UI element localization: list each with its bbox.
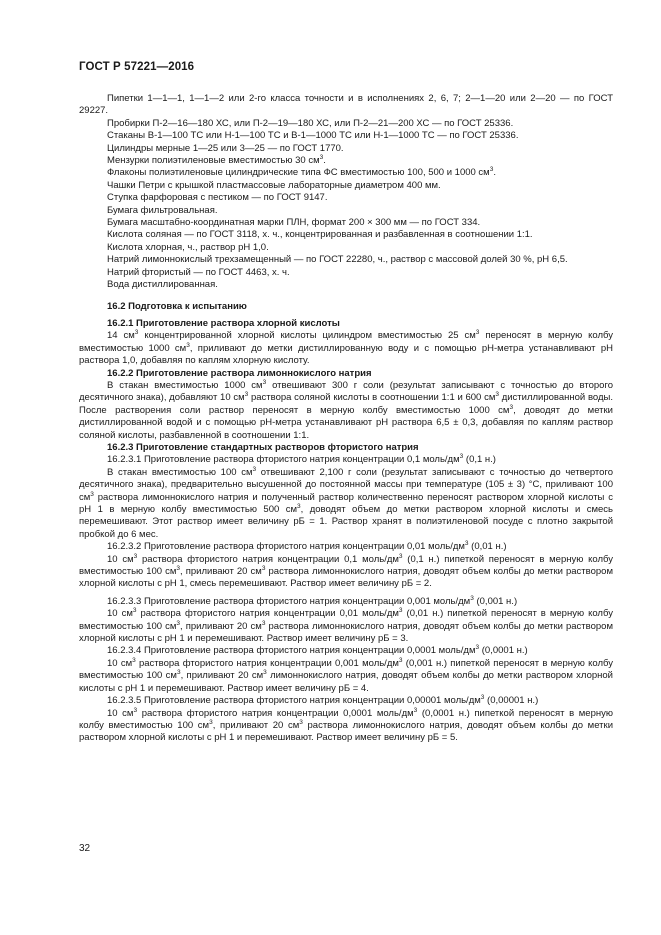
clause-heading: 16.2.3.1 Приготовление раствора фтористого натрия концентрации 0,1 моль/$дм^3$ (0,1 н.) <box>107 453 496 466</box>
equipment-list <box>79 93 613 292</box>
paragraph: 10 $см^3$ раствора фтористого натрия концентрации 0,001 моль/$дм^3$ (0,001 н.) пипеткой переносят в мерную колбу вместимостью 100 $см^3$, приливают 20 $см^3$ лимоннокислого натрия, доводят объем колбы до метки раствором хлорной кислоты с pH 1 и перемешивают. Раствор имеет величину pБ = 4. <box>79 656 613 694</box>
equipment-item: Ступка фарфоровая с пестиком — по ГОСТ 9147. <box>107 192 328 204</box>
equipment-item: Флаконы полиэтиленовые цилиндрические типа ФС вместимостью 100, 500 и 1000 $см^3$. <box>107 166 496 179</box>
paragraph: 10 $см^3$ раствора фтористого натрия концентрации 0,0001 моль/$дм^3$ (0,0001 н.) пипеткой переносят в мерную колбу вместимостью 100 $см^3$, приливают 20 $см^3$ раствора лимоннокислого натрия, доводят объем колбы до метки раствором хлорной кислоты с pH 1 и перемешивают. Раствор имеет величину pБ = 5. <box>79 706 613 744</box>
equipment-item: Цилиндры мерные 1—25 или 3—25 — по ГОСТ 1770. <box>107 142 344 154</box>
equipment-item: Мензурки полиэтиленовые вместимостью 30 $см^3$. <box>107 153 326 167</box>
equipment-item: Бумага масштабно-координатная марки ПЛН, формат 200 × 300 мм — по ГОСТ 334. <box>107 217 481 229</box>
equipment-item: Чашки Петри с крышкой пластмассовые лабораторные диаметром 400 мм. <box>107 179 441 191</box>
subsection-heading: 16.2.1 Приготовление раствора хлорной кислоты <box>107 317 340 329</box>
subsection-heading: 16.2.3 Приготовление стандартных растворов фтористого натрия <box>107 441 419 453</box>
subsection-heading: 16.2.2 Приготовление раствора лимоннокислого натрия <box>107 367 372 379</box>
paragraph: 14 $см^3$ концентрированной хлорной кислоты цилиндром вместимостью 25 $см^3$ переносят в мерную колбу вместимостью 1000 $см^3$, приливают до метки дистиллированную воду и с помощью pH-метра устанавливают pH раствора 1,0, добавляя по каплям хлорную кислоту. <box>79 329 613 367</box>
paragraph: 10 $см^3$ раствора фтористого натрия концентрации 0,1 моль/$дм^3$ (0,1 н.) пипеткой переносят в мерную колбу вместимостью 100 $см^3$, приливают 20 $см^3$ раствора лимоннокислого натрия, доводят объем колбы до метки раствором хлорной кислоты с pH 1, смесь перемешивают. Раствор имеет величину pБ = 2. <box>79 552 613 590</box>
document-body <box>79 93 613 745</box>
equipment-item: Кислота соляная — по ГОСТ 3118, х. ч., концентрированная и разбавленная в соотношении 1:1. <box>107 229 533 241</box>
equipment-item: Стаканы В-1—100 ТС или Н-1—100 ТС и В-1—1000 ТС или Н-1—1000 ТС — по ГОСТ 25336. <box>107 130 519 142</box>
clause-heading: 16.2.3.4 Приготовление раствора фтористого натрия концентрации 0,0001 моль/$дм^3$ (0,0001 н.) <box>107 644 528 657</box>
equipment-item: Натрий фтористый — по ГОСТ 4463, х. ч. <box>107 266 290 278</box>
page-number: 32 <box>79 843 91 854</box>
paragraph: В стакан вместимостью 1000 $см^3$ отвешивают 300 г соли (результат записывают с точностью до второго десятичного знака), добавляют 10 $см^3$ раствора соляной кислоты в соотношении 1:1 и 600 $см^3$ дистиллированной воды. После растворения соли раствор переносят в мерную колбу вместимостью 1000 $см^3$, доводят до метки дистиллированной водой и с помощью pH-метра устанавливают pH раствора 6,5 ± 0,3, добавляя по каплям раствор соляной кислоты, разбавленной в соотношении 1:1. <box>79 378 613 441</box>
clause-heading: 16.2.3.3 Приготовление раствора фтористого натрия концентрации 0,001 моль/$дм^3$ (0,001 н.) <box>107 594 518 607</box>
equipment-item: Вода дистиллированная. <box>107 279 218 291</box>
paragraph: В стакан вместимостью 100 $см^3$ отвешивают 2,100 г соли (результат записывают с точностью до четвертого десятичного знака), предварительно высушенной до постоянной массы при температуре (105 ± 3) °С, приливают 100 $см^3$ раствора лимоннокислого натрия и полученный раствор количественно переносят раствором хлорной кислоты с pH 1 в мерную колбу вместимостью 500 $см^3$, доводят объем до метки раствором хлорной кислоты и смесь перемешивают. Этот раствор имеет величину pБ = 1. Раствор хранят в полиэтиленовой посуде с плотно закрытой пробкой до 6 мес. <box>79 465 613 540</box>
equipment-item: Кислота хлорная, ч., раствор pH 1,0. <box>107 241 269 253</box>
paragraph: 10 $см^3$ раствора фтористого натрия концентрации 0,01 моль/$дм^3$ (0,01 н.) пипеткой переносят в мерную колбу вместимостью 100 $см^3$, приливают 20 $см^3$ раствора лимоннокислого натрия, доводят объем колбы до метки раствором хлорной кислоты с pH 1 и перемешивают. Раствор имеет величину pБ = 3. <box>79 607 613 645</box>
equipment-item: Пипетки 1—1—1, 1—1—2 или 2-го класса точности и в исполнениях 2, 6, 7; 2—1—20 или 2—20 — по ГОСТ 29227. <box>79 93 613 117</box>
equipment-item: Пробирки П-2—16—180 ХС, или П-2—19—180 ХС, или П-2—21—200 ХС — по ГОСТ 25336. <box>107 117 514 129</box>
clause-heading: 16.2.3.2 Приготовление раствора фтористого натрия концентрации 0,01 моль/$дм^3$ (0,01 н.) <box>107 540 507 553</box>
equipment-item: Бумага фильтровальная. <box>107 204 218 216</box>
clause-heading: 16.2.3.5 Приготовление раствора фтористого натрия концентрации 0,00001 моль/$дм^3$ (0,00001 н.) <box>107 693 539 707</box>
section-heading: 16.2 Подготовка к испытанию <box>107 300 247 312</box>
equipment-item: Натрий лимоннокислый трехзамещенный — по ГОСТ 22280, ч., раствор с массовой долей 30 %, pH 6,5. <box>107 254 568 266</box>
standard-header: ГОСТ Р 57221—2016 <box>79 61 195 73</box>
